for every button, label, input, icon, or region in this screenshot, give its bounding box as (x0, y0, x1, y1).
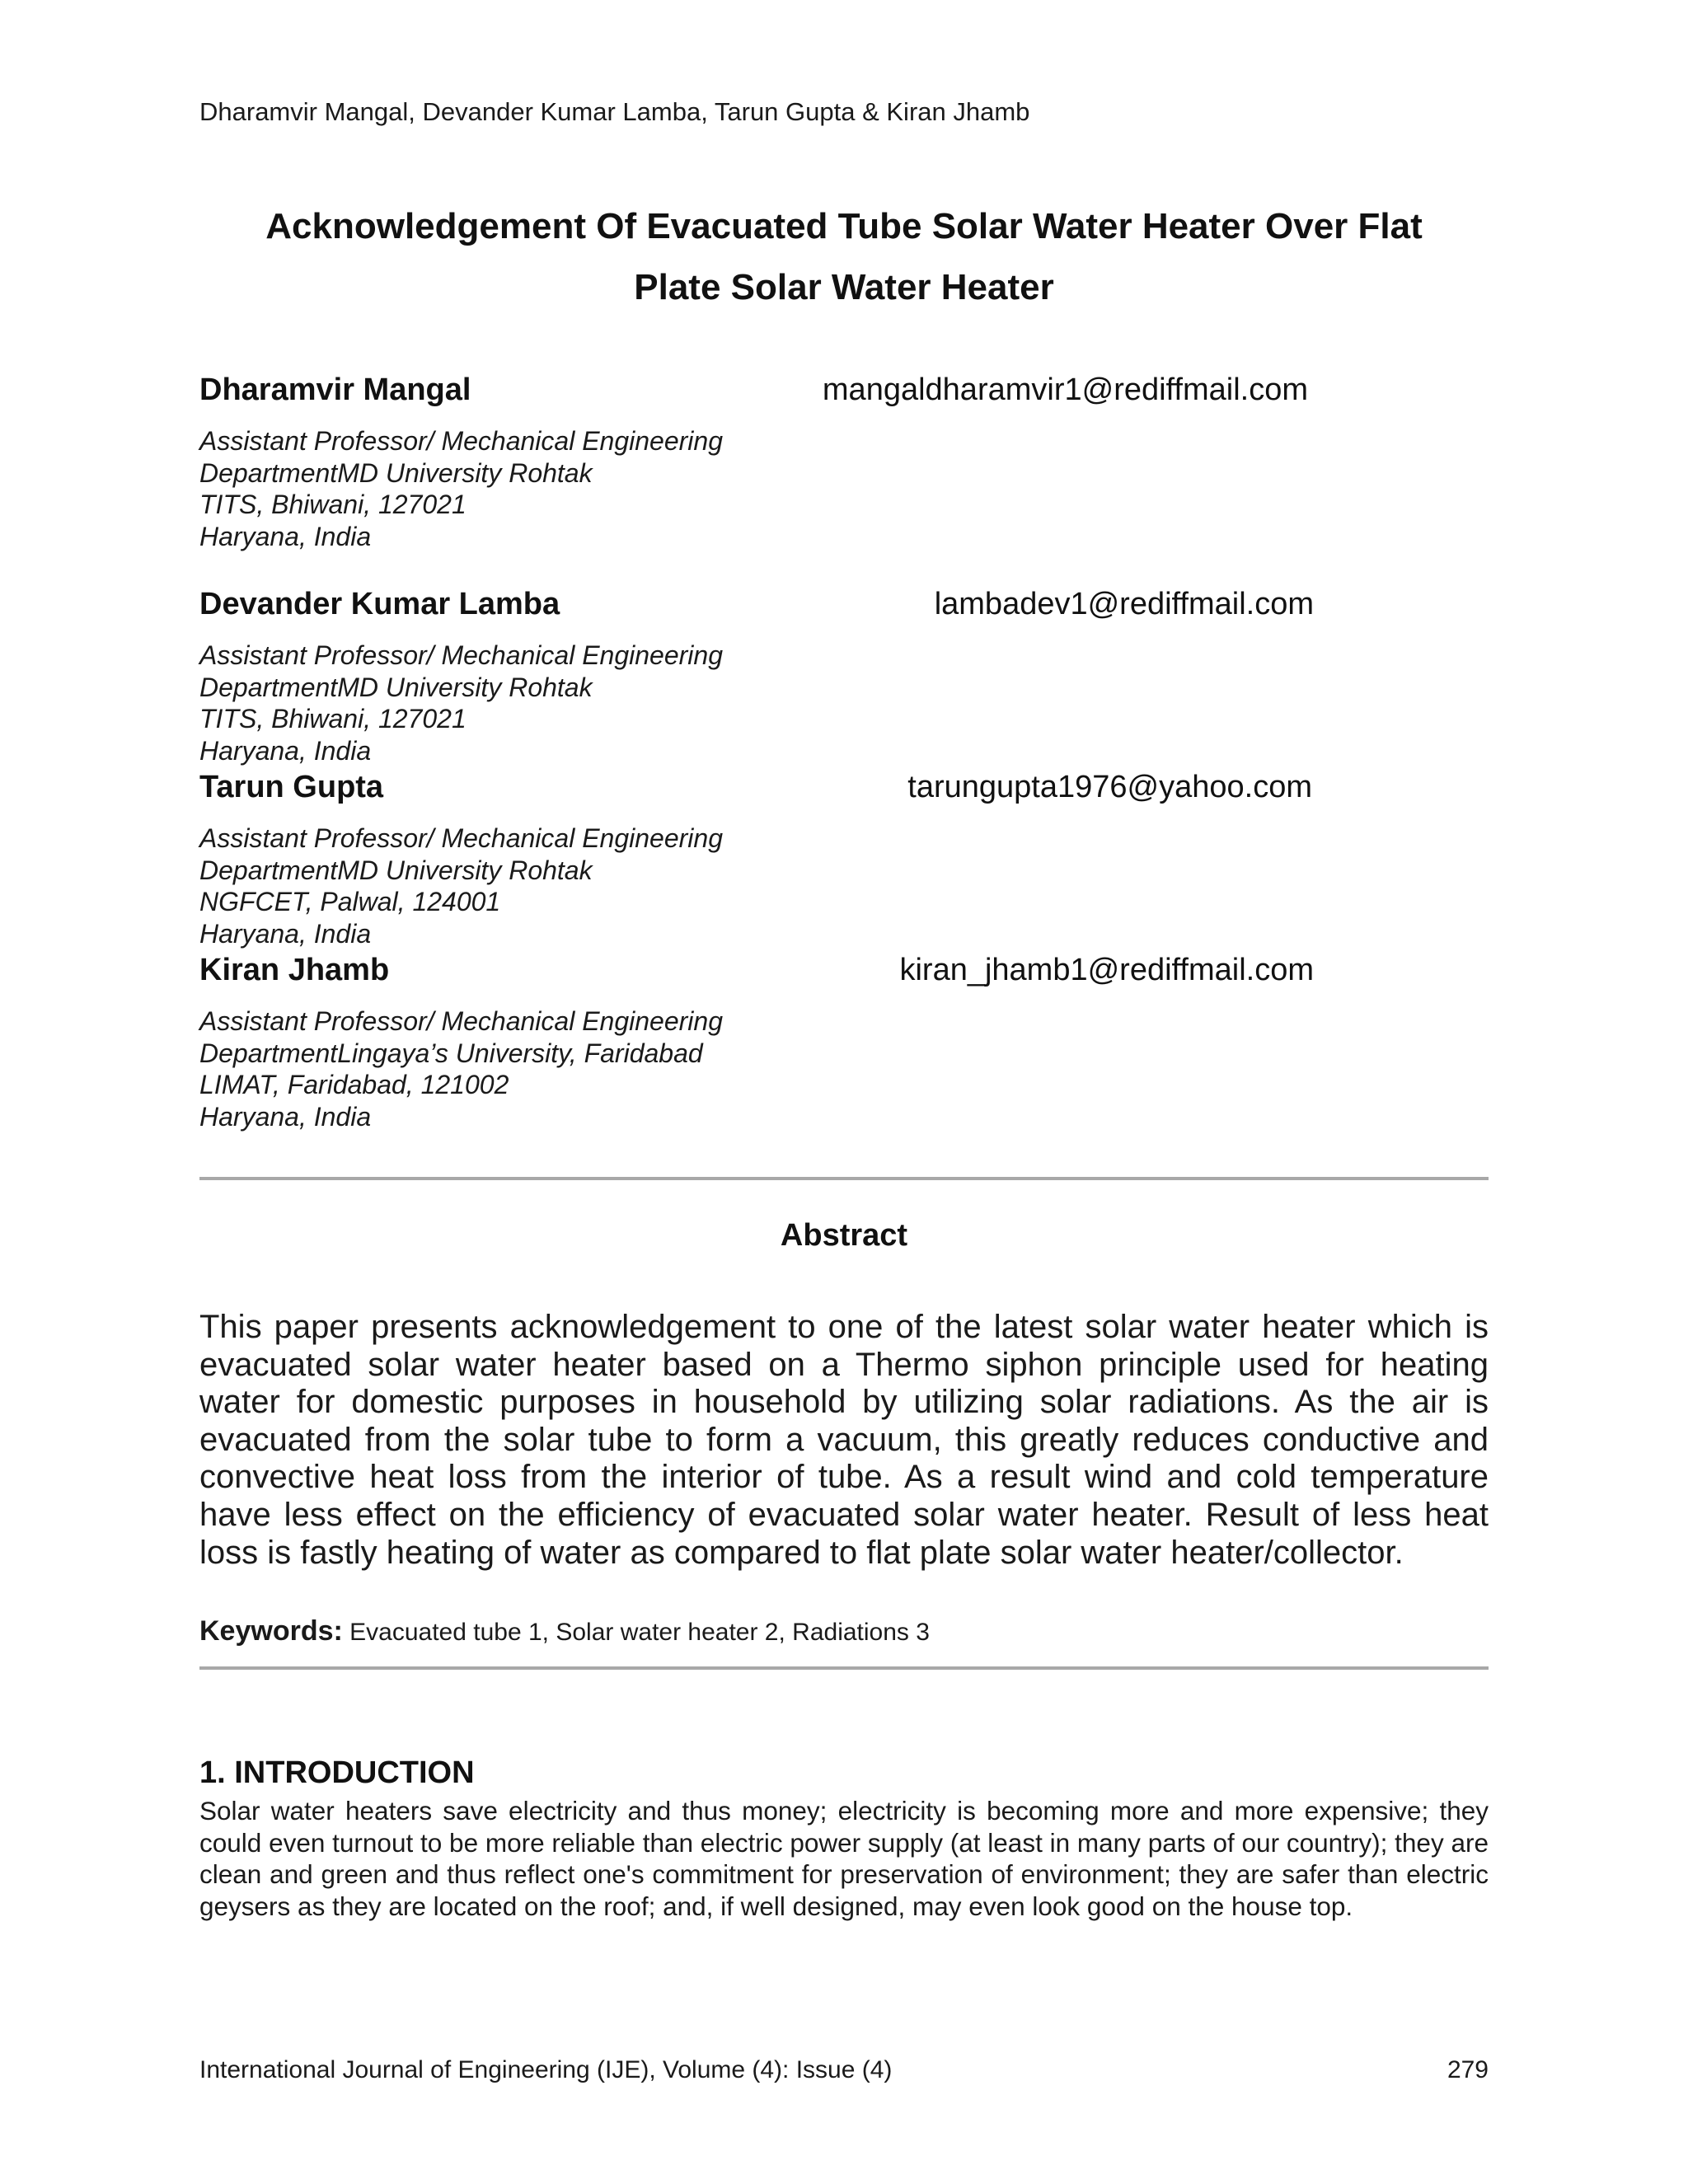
affiliation-line: Haryana, India (199, 735, 372, 766)
affiliation-line: Haryana, India (199, 1101, 372, 1132)
affiliation-line: TITS, Bhiwani, 127021 (199, 490, 467, 519)
affiliation-line: Assistant Professor/ Mechanical Engineering (199, 426, 723, 456)
paper-title (165, 196, 1523, 318)
author-email[interactable]: tarungupta1976@yahoo.com (907, 770, 1312, 804)
title-line-2: Plate Solar Water Heater (634, 267, 1054, 307)
affiliation-line: Haryana, India (199, 521, 372, 551)
author-name: Devander Kumar Lamba (199, 587, 560, 621)
abstract-heading: Abstract (780, 1218, 908, 1253)
title-line-1: Acknowledgement Of Evacuated Tube Solar Water Heater Over Flat (265, 206, 1423, 246)
section-heading: 1. INTRODUCTION (199, 1755, 475, 1790)
author-affiliation (199, 823, 723, 949)
author-name: Dharamvir Mangal (199, 373, 471, 407)
affiliation-line: DepartmentMD University Rohtak (199, 855, 593, 885)
author-name: Kiran Jhamb (199, 953, 390, 987)
author-email[interactable]: kiran_jhamb1@rediffmail.com (899, 953, 1314, 987)
author-email[interactable]: lambadev1@rediffmail.com (934, 587, 1314, 621)
divider-rule (199, 1666, 1489, 1670)
page-number: 279 (1447, 2056, 1489, 2083)
author-affiliation (199, 640, 723, 766)
affiliation-line: NGFCET, Palwal, 124001 (199, 887, 501, 916)
author-affiliation (199, 1005, 723, 1132)
keywords-text: Evacuated tube 1, Solar water heater 2, Radiations 3 (342, 1619, 930, 1646)
affiliation-line: DepartmentMD University Rohtak (199, 672, 593, 702)
affiliation-line: Haryana, India (199, 918, 372, 949)
affiliation-line: Assistant Professor/ Mechanical Engineering (199, 823, 723, 853)
affiliation-line: Assistant Professor/ Mechanical Engineering (199, 1006, 723, 1036)
affiliation-line: DepartmentLingaya’s University, Faridabad (199, 1038, 703, 1068)
affiliation-line: TITS, Bhiwani, 127021 (199, 704, 467, 733)
abstract-text: This paper presents acknowledgement to one of the latest solar water heater which is evacuated solar water heater based on a Thermo siphon principle used for heating water for domestic purposes in household by utilizing solar radiations. As the air is evacuated from the solar tube to form a vacuum, this greatly reduces conductive and convective heat loss from the interior of tube. As a result wind and cold temperature have less effect on the efficiency of evacuated solar water heater. Result of less heat loss is fastly heating of water as compared to flat plate solar water heater/collector. (199, 1309, 1489, 1571)
footer-journal: International Journal of Engineering (IJE), Volume (4): Issue (4) (199, 2056, 893, 2083)
affiliation-line: Assistant Professor/ Mechanical Engineering (199, 640, 723, 670)
keywords-label: Keywords: (199, 1615, 343, 1647)
affiliation-line: DepartmentMD University Rohtak (199, 457, 593, 488)
introduction-text: Solar water heaters save electricity and thus money; electricity is becoming more and more expensive; they could even turnout to be more reliable than electric power supply (at least in many parts of our country); they are clean and green and thus reflect one's commitment for preservation of environment; they are safer than electric geysers as they are located on the roof; and, if well designed, may even look good on the house top. (199, 1796, 1489, 1921)
author-affiliation (199, 425, 723, 552)
running-head: Dharamvir Mangal, Devander Kumar Lamba, Tarun Gupta & Kiran Jhamb (199, 97, 1030, 126)
affiliation-line: LIMAT, Faridabad, 121002 (199, 1070, 509, 1099)
author-email[interactable]: mangaldharamvir1@rediffmail.com (822, 373, 1308, 407)
keywords-line (199, 1615, 930, 1647)
divider-rule (199, 1177, 1489, 1180)
author-name: Tarun Gupta (199, 770, 384, 804)
